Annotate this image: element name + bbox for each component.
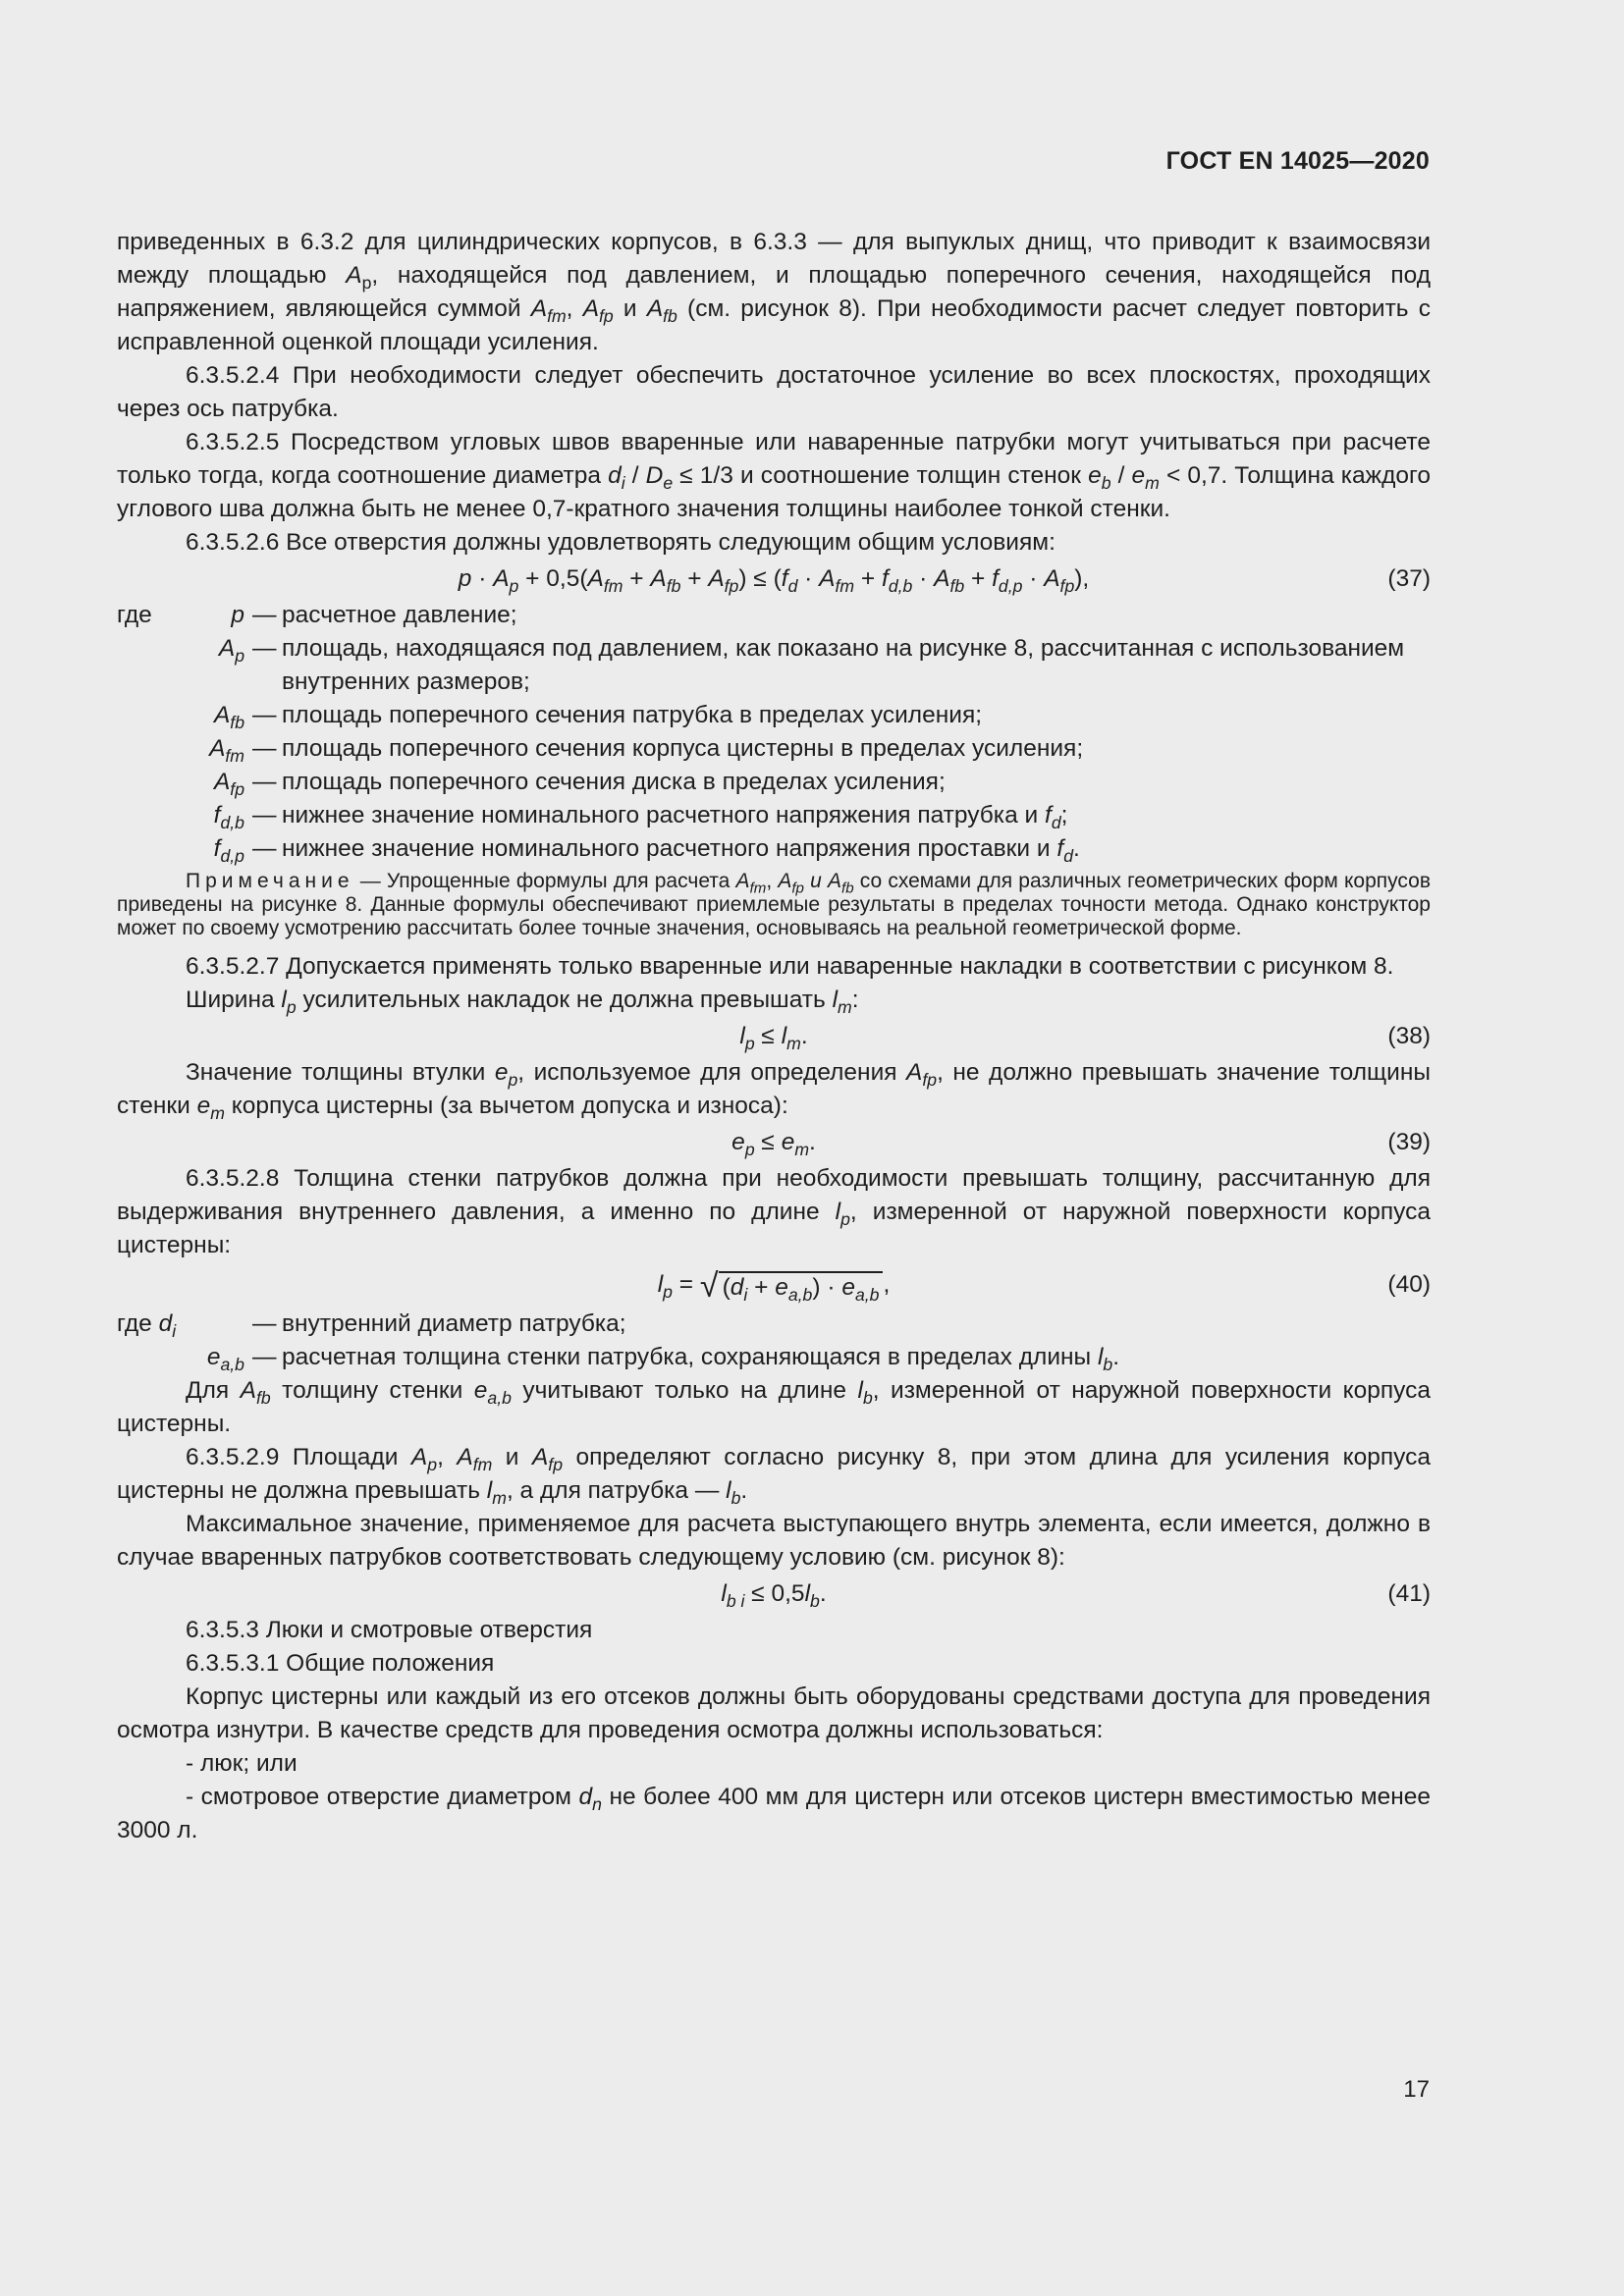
paragraph-6-3-5-2-4: 6.3.5.2.4 При необходимости следует обеспечить достаточное усиление во всех плоскостях, проходящих через ось патрубка. (117, 362, 1431, 422)
note-paragraph: Примечание — Упрощенные формулы для расчета $A_{fm}$, $A_{fp}$ и $A_{fb}$ со схемами для различных геометрических форм корпусов приведены на рисунке 8. Данные формулы обеспечивают приемлемые результаты в пределах точности метода. Однако конструктор может по своему усмотрению рассчитать более точные значения, основываясь на реальной геометрической форме. (117, 870, 1431, 939)
paragraph-access: Корпус цистерны или каждый из его отсеков должны быть оборудованы средствами доступа для проведения осмотра изнутри. В качестве средств для проведения осмотра должны использоваться: (117, 1683, 1431, 1743)
definition-row: $f_{d,p}$ — нижнее значение номинального расчетного напряжения проставки и $f_d$. (213, 835, 1080, 867)
equation-37-formula: $p \cdot A_p + 0,5(A_{fm} + A_{fb} + A_{fp}) \le (f_d \cdot A_{fm} + f_{d,b} \cdot A_{fb} + f_{d,p} \cdot A_{fp})$, (458, 565, 1090, 597)
paragraph-6-3-5-2-9: 6.3.5.2.9 Площади $A_p$, $A_{fm}$ и $A_{fp}$ определяют согласно рисунку 8, при этом длина для усиления корпуса цистерны не должна превышать $l_m$, а для патрубка — $l_b$. (117, 1444, 1431, 1509)
equation-37 (117, 560, 1431, 599)
paragraph-afb: Для $A_{fb}$ толщину стенки $e_{a,b}$ учитывают только на длине $l_b$, измеренной от наружной поверхности корпуса цистерны. (117, 1377, 1431, 1437)
page-number: 17 (1403, 2076, 1430, 2103)
page-body (117, 226, 1431, 1847)
paragraph-thickness: Значение толщины втулки $e_p$, используемое для определения $A_{fp}$, не должно превышать значение толщины стенки $e_m$ корпуса цистерны (за вычетом допуска и износа): (117, 1059, 1432, 1124)
paragraph-width: Ширина $l_p$ усилительных накладок не должна превышать $l_m$: (186, 987, 859, 1018)
note-label: Примечание (186, 870, 354, 892)
paragraph-6-3-5-2-5: 6.3.5.2.5 Посредством угловых швов вваренные или наваренные патрубки могут учитываться при расчете только тогда, когда соотношение диаметра $d_i / D_e \le 1/3$ и соотношение толщин стенок $e_b / e_m < 0,7$. Толщина каждого углового шва должна быть не менее 0,7-кратного значения толщины наиболее тонкой стенки. (117, 429, 1432, 522)
equation-38 (117, 1017, 1431, 1056)
equation-40 (117, 1262, 1431, 1308)
definitions-37 (117, 599, 1431, 866)
equation-number: (38) (1387, 1023, 1431, 1049)
paragraph-max-value: Максимальное значение, применяемое для расчета выступающего внутрь элемента, если имеется, должно в случае вваренных патрубков соответствовать следующему условию (см. рисунок 8): (117, 1511, 1431, 1571)
definition-row: $A_{fp}$ — площадь поперечного сечения диска в пределах усиления; (213, 769, 946, 800)
definition-row: $f_{d,b}$ — нижнее значение номинального расчетного напряжения патрубка и $f_d$; (213, 802, 1068, 833)
equation-41 (117, 1575, 1431, 1614)
equation-41-formula: $l_{b i} \le 0,5l_b$. (721, 1580, 827, 1612)
equation-39 (117, 1123, 1431, 1162)
equation-number: (41) (1387, 1580, 1431, 1607)
where-label: где (117, 602, 152, 628)
definition-row: $A_{fm}$ — площадь поперечного сечения корпуса цистерны в пределах усиления; (209, 735, 1084, 767)
equation-40-formula: $l_p$ = √ $(d_i + e_{a,b}) \cdot e_{a,b}$ , (657, 1266, 891, 1305)
section-heading-6-3-5-3-1: 6.3.5.3.1 Общие положения (186, 1650, 495, 1677)
equation-number: (39) (1387, 1129, 1431, 1155)
paragraph-6-3-5-2-8: 6.3.5.2.8 Толщина стенки патрубков должна при необходимости превышать толщину, рассчитанную для выдерживания внутреннего давления, а именно по длине $l_p$, измеренной от наружной поверхности корпуса цистерны: (117, 1165, 1431, 1258)
definition-row: p — расчетное давление; (231, 602, 517, 628)
equation-number: (37) (1387, 565, 1431, 592)
definition-row: где $d_i$ — внутренний диаметр патрубка; (117, 1310, 626, 1342)
definition-row: $A_{fb}$ — площадь поперечного сечения патрубка в пределах усиления; (213, 702, 983, 733)
paragraph-6-3-5-2-7: 6.3.5.2.7 Допускается применять только вваренные или наваренные накладки в соответствии с рисунком 8. (186, 953, 1394, 980)
definition-row: $A_p$ — площадь, находящаяся под давлением, как показано на рисунке 8, рассчитанная с использованием внутренних размеров; (218, 635, 1405, 695)
document-code-header: ГОСТ EN 14025—2020 (1165, 147, 1430, 175)
definitions-40 (117, 1308, 1431, 1374)
paragraph-6-3-5-2-6: 6.3.5.2.6 Все отверстия должны удовлетворять следующим общим условиям: (186, 529, 1056, 556)
list-item: - смотровое отверстие диаметром $d_n$ не более 400 мм для цистерн или отсеков цистерн вместимостью менее 3000 л. (117, 1784, 1432, 1843)
paragraph-continuation: приведенных в 6.3.2 для цилиндрических корпусов, в 6.3.3 — для выпуклых днищ, что приводит к взаимосвязи между площадью $A_p$, находящейся под давлением, и площадью поперечного сечения, находящейся под напряжением, являющейся суммой $A_{fm}$, $A_{fp}$ и $A_{fb}$ (см. рисунок 8). При необходимости расчет следует повторить с исправленной оценкой площади усиления. (117, 229, 1431, 355)
definition-row: $e_{a,b}$ — расчетная толщина стенки патрубка, сохраняющаяся в пределах длины $l_b$. (206, 1344, 1120, 1375)
equation-38-formula: $l_p \le l_m$. (739, 1023, 808, 1054)
list-item: - люк; или (186, 1750, 298, 1777)
section-heading-6-3-5-3: 6.3.5.3 Люки и смотровые отверстия (186, 1617, 593, 1643)
equation-39-formula: $e_p \le e_m$. (731, 1129, 816, 1160)
square-root: √ $(d_i + e_{a,b}) \cdot e_{a,b}$ (700, 1269, 884, 1303)
equation-number: (40) (1387, 1271, 1431, 1298)
